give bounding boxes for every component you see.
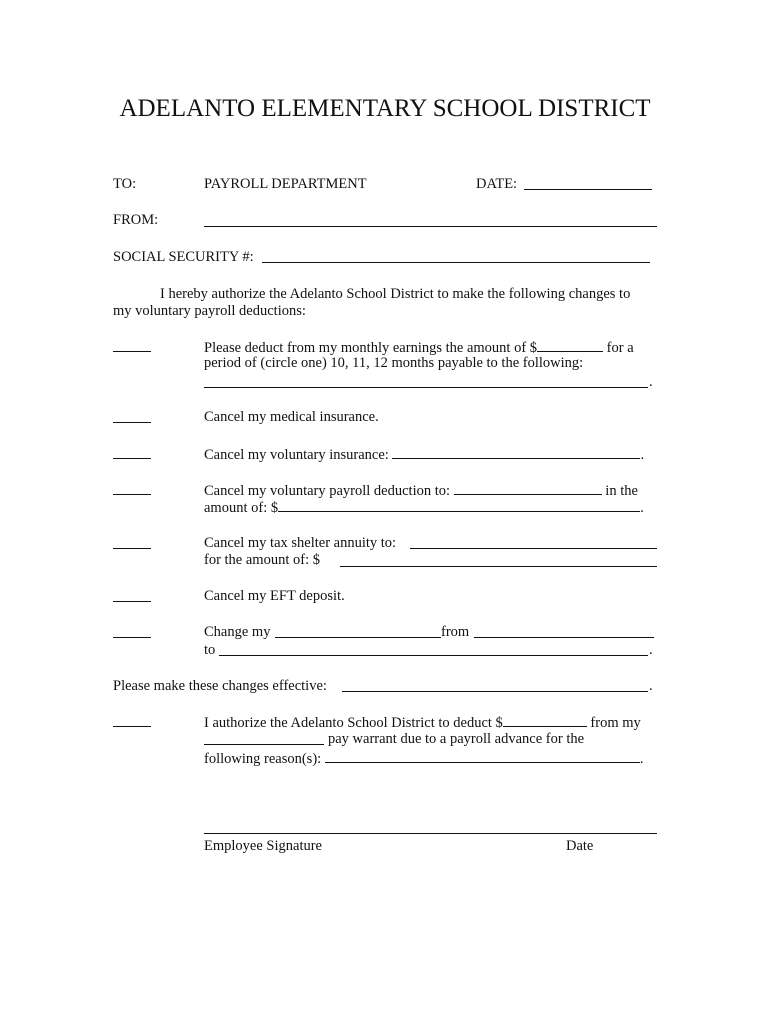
option-1-line-2: period of (circle one) 10, 11, 12 months payable to the following:	[204, 355, 584, 371]
option-1-check-blank[interactable]	[113, 351, 151, 352]
from-label: FROM:	[113, 212, 159, 228]
option-7-to-label: to	[204, 642, 216, 658]
option-8-amount-field[interactable]	[503, 713, 587, 727]
option-1-post: for a	[606, 340, 634, 356]
signature-date-label: Date	[566, 838, 594, 854]
option-5-line-1: Cancel my tax shelter annuity to:	[204, 535, 397, 551]
to-value: PAYROLL DEPARTMENT	[204, 176, 367, 192]
option-8-line-1	[204, 713, 641, 732]
option-8-line-2: pay warrant due to a payroll advance for the	[328, 731, 585, 747]
option-8-reason-label: following reason(s):	[204, 751, 322, 767]
option-5-check-blank[interactable]	[113, 548, 151, 549]
effective-date-field[interactable]	[342, 691, 648, 692]
option-8-end: .	[639, 751, 644, 767]
effective-end: .	[649, 678, 653, 694]
option-1-payee-field[interactable]	[204, 387, 648, 388]
option-8-pre: I authorize the Adelanto School District to deduct $	[204, 715, 503, 731]
date-label: DATE:	[476, 176, 518, 192]
option-7-from-field[interactable]	[474, 637, 654, 638]
option-7-check-blank[interactable]	[113, 637, 151, 638]
option-2-text: Cancel my medical insurance.	[204, 409, 379, 425]
option-5-amount-field[interactable]	[340, 566, 657, 567]
from-field[interactable]	[204, 226, 657, 227]
option-3-end: .	[640, 447, 645, 463]
date-field[interactable]	[524, 189, 652, 190]
option-4-end: .	[640, 500, 644, 516]
intro-line-2: my voluntary payroll deductions:	[113, 303, 306, 319]
option-7-to-field[interactable]	[219, 655, 648, 656]
effective-label: Please make these changes effective:	[113, 678, 327, 694]
option-5-annuity-field[interactable]	[410, 548, 657, 549]
option-7-from-label: from	[441, 624, 470, 640]
option-5-line-2: for the amount of: $	[204, 552, 320, 568]
signature-label: Employee Signature	[204, 838, 322, 854]
signature-line[interactable]	[204, 833, 657, 834]
option-3-label: Cancel my voluntary insurance:	[204, 447, 389, 463]
option-2-check-blank[interactable]	[113, 422, 151, 423]
option-7-change-label: Change my	[204, 624, 271, 640]
option-7-end: .	[649, 642, 653, 658]
option-8-post: from my	[590, 715, 641, 731]
option-3-text	[204, 445, 644, 464]
option-4-deduction-field[interactable]	[454, 481, 602, 495]
option-1-end: .	[649, 374, 653, 390]
to-label: TO:	[113, 176, 137, 192]
option-4-check-blank[interactable]	[113, 494, 151, 495]
option-4-line-2	[204, 498, 644, 517]
option-7-change-field[interactable]	[275, 637, 441, 638]
option-4-post: in the	[605, 483, 638, 499]
option-4-amount-label: amount of: $	[204, 500, 279, 516]
option-8-check-blank[interactable]	[113, 726, 151, 727]
form-title: ADELANTO ELEMENTARY SCHOOL DISTRICT	[119, 95, 651, 122]
option-3-insurance-field[interactable]	[392, 445, 640, 459]
option-8-warrant-field[interactable]	[204, 744, 324, 745]
option-1-pre: Please deduct from my monthly earnings the amount of $	[204, 340, 538, 356]
option-6-check-blank[interactable]	[113, 601, 151, 602]
option-4-amount-field[interactable]	[278, 498, 640, 512]
option-4-pre: Cancel my voluntary payroll deduction to:	[204, 483, 451, 499]
intro-line-1: I hereby authorize the Adelanto School District to make the following changes to	[160, 286, 631, 302]
ssn-field[interactable]	[262, 262, 650, 263]
option-8-line-3	[204, 749, 643, 768]
option-6-text: Cancel my EFT deposit.	[204, 588, 345, 604]
ssn-label: SOCIAL SECURITY #:	[113, 249, 254, 265]
option-1-amount-field[interactable]	[537, 338, 603, 352]
option-8-reason-field[interactable]	[325, 749, 640, 763]
option-3-check-blank[interactable]	[113, 458, 151, 459]
